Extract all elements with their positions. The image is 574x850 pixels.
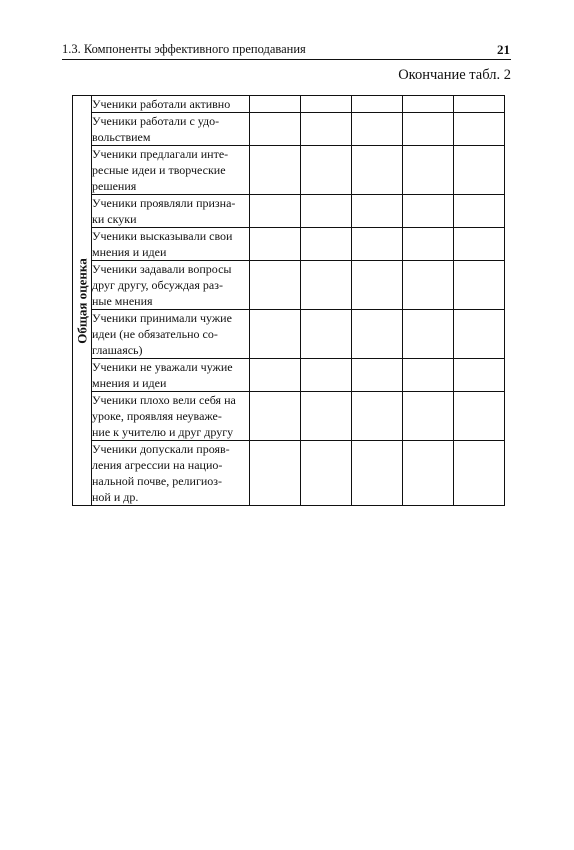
- group-label-cell: [73, 96, 92, 506]
- criterion-text-line: решения: [92, 179, 137, 193]
- criterion-cell: [92, 113, 250, 146]
- table-row: [73, 441, 505, 506]
- table-row: [73, 113, 505, 146]
- criterion-text-line: Ученики плохо вели себя на: [92, 393, 236, 407]
- criterion-text-line: мнения и идеи: [92, 245, 167, 259]
- score-cell[interactable]: [454, 359, 505, 392]
- group-label: Общая оценка: [74, 257, 90, 344]
- criterion-cell: [92, 96, 250, 113]
- score-cell[interactable]: [403, 96, 454, 113]
- criterion-text-line: ные мнения: [92, 294, 153, 308]
- score-cell[interactable]: [454, 310, 505, 359]
- score-cell[interactable]: [403, 228, 454, 261]
- score-cell[interactable]: [301, 228, 352, 261]
- score-cell[interactable]: [454, 261, 505, 310]
- criterion-text-line: идеи (не обязательно со-: [92, 327, 218, 341]
- score-cell[interactable]: [403, 310, 454, 359]
- running-header: [62, 42, 511, 60]
- score-cell[interactable]: [352, 359, 403, 392]
- score-cell[interactable]: [403, 261, 454, 310]
- criterion-text-line: Ученики не уважали чужие: [92, 360, 233, 374]
- score-cell[interactable]: [454, 113, 505, 146]
- table-row: [73, 392, 505, 441]
- criterion-text-line: Ученики допускали прояв-: [92, 442, 230, 456]
- criterion-cell: [92, 261, 250, 310]
- criterion-text-line: вольствием: [92, 130, 151, 144]
- criterion-text-line: ресные идеи и творческие: [92, 163, 226, 177]
- score-cell[interactable]: [352, 96, 403, 113]
- score-cell[interactable]: [352, 195, 403, 228]
- table-row: [73, 261, 505, 310]
- score-cell[interactable]: [301, 146, 352, 195]
- score-cell[interactable]: [352, 441, 403, 506]
- score-cell[interactable]: [301, 310, 352, 359]
- criterion-text-line: ки скуки: [92, 212, 137, 226]
- criterion-text-line: Ученики принимали чужие: [92, 311, 232, 325]
- score-cell[interactable]: [454, 96, 505, 113]
- criterion-text-line: глашаясь): [92, 343, 143, 357]
- criterion-cell: [92, 195, 250, 228]
- score-cell[interactable]: [352, 392, 403, 441]
- score-cell[interactable]: [454, 228, 505, 261]
- table-row: [73, 195, 505, 228]
- table-caption: Окончание табл. 2: [398, 67, 511, 83]
- table-row: [73, 228, 505, 261]
- score-cell[interactable]: [403, 146, 454, 195]
- score-cell[interactable]: [454, 146, 505, 195]
- score-cell[interactable]: [250, 310, 301, 359]
- score-cell[interactable]: [301, 261, 352, 310]
- score-cell[interactable]: [250, 392, 301, 441]
- table-row: [73, 96, 505, 113]
- criterion-cell: [92, 392, 250, 441]
- criterion-text-line: ние к учителю и друг другу: [92, 425, 234, 439]
- score-cell[interactable]: [403, 359, 454, 392]
- table-body: [73, 96, 505, 506]
- score-cell[interactable]: [250, 113, 301, 146]
- criterion-text-line: Ученики задавали вопросы: [92, 262, 232, 276]
- running-header-title: 1.3. Компоненты эффективного преподавания: [62, 42, 306, 56]
- score-cell[interactable]: [301, 359, 352, 392]
- page-number: 21: [497, 42, 510, 57]
- criterion-cell: [92, 441, 250, 506]
- criterion-cell: [92, 146, 250, 195]
- score-cell[interactable]: [301, 195, 352, 228]
- score-cell[interactable]: [250, 359, 301, 392]
- criterion-text-line: ления агрессии на нацио-: [92, 458, 223, 472]
- score-cell[interactable]: [352, 310, 403, 359]
- criterion-text-line: Ученики проявляли призна-: [92, 196, 236, 210]
- score-cell[interactable]: [250, 228, 301, 261]
- criterion-cell: [92, 310, 250, 359]
- score-cell[interactable]: [301, 441, 352, 506]
- criterion-text-line: уроке, проявляя неуваже-: [92, 409, 222, 423]
- criterion-text-line: Ученики предлагали инте-: [92, 147, 229, 161]
- criterion-text-line: мнения и идеи: [92, 376, 167, 390]
- score-cell[interactable]: [454, 441, 505, 506]
- table-row: [73, 359, 505, 392]
- score-cell[interactable]: [403, 195, 454, 228]
- score-cell[interactable]: [301, 392, 352, 441]
- table-row: [73, 146, 505, 195]
- assessment-table: [72, 95, 505, 506]
- score-cell[interactable]: [250, 261, 301, 310]
- criterion-text-line: Ученики работали с удо-: [92, 114, 220, 128]
- score-cell[interactable]: [403, 392, 454, 441]
- criterion-cell: [92, 359, 250, 392]
- score-cell[interactable]: [403, 441, 454, 506]
- score-cell[interactable]: [250, 441, 301, 506]
- score-cell[interactable]: [250, 146, 301, 195]
- score-cell[interactable]: [250, 195, 301, 228]
- score-cell[interactable]: [301, 113, 352, 146]
- score-cell[interactable]: [352, 261, 403, 310]
- score-cell[interactable]: [250, 96, 301, 113]
- score-cell[interactable]: [352, 146, 403, 195]
- criterion-text-line: Ученики работали активно: [92, 97, 231, 111]
- score-cell[interactable]: [454, 195, 505, 228]
- score-cell[interactable]: [352, 113, 403, 146]
- score-cell[interactable]: [403, 113, 454, 146]
- criterion-text-line: друг другу, обсуждая раз-: [92, 278, 223, 292]
- criterion-text-line: ной и др.: [92, 490, 139, 504]
- criterion-cell: [92, 228, 250, 261]
- score-cell[interactable]: [454, 392, 505, 441]
- table-row: [73, 310, 505, 359]
- criterion-text-line: Ученики высказывали свои: [92, 229, 233, 243]
- score-cell[interactable]: [301, 96, 352, 113]
- criterion-text-line: нальной почве, религиоз-: [92, 474, 223, 488]
- score-cell[interactable]: [352, 228, 403, 261]
